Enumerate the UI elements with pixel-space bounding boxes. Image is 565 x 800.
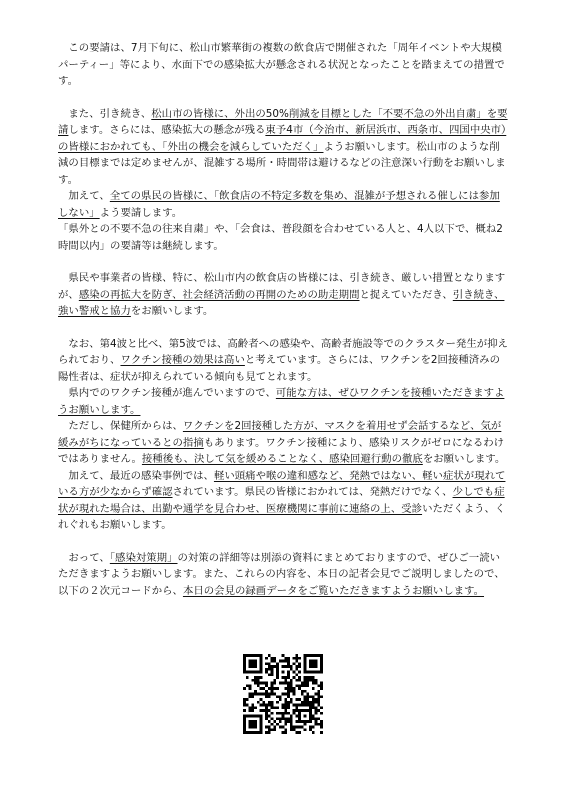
text-run: をお願いします。 [130,305,214,317]
body-paragraph [58,468,510,534]
body-paragraph [58,385,510,418]
paragraph-gap [58,90,510,106]
body-paragraph [58,40,510,90]
text-run: します。さらには、感染拡大の懸念が残る [68,124,266,136]
text-run: 「県外との不要不急の往来自粛」や、「会食は、普段顔を合わせている人と、4人以下で、概ね2時間以内」の要請等は継続します。 [58,223,503,252]
paragraph-gap [58,320,510,336]
text-run: と考えています。さらには、ワクチンを2回接種済みの陽性者は、症状が抑えられている傾向も見てとれます。 [58,354,501,383]
underlined-text: ワクチン接種の効果は高い [120,354,245,366]
qr-code-icon[interactable] [243,654,323,734]
body-paragraph [58,106,510,189]
underlined-text: 「感染対策期」 [109,551,178,564]
underlined-text: 本日の会見の録画データをご覧いただきますようお願いします。 [182,584,485,597]
text-run: なお、第4波と比べ、第5波では、高齢者への感染や、高齢者施設等でのクラスター発生が抑えられており、 [58,337,508,366]
body-paragraph [58,270,510,320]
underlined-text: 引き続き、強い警戒と協力 [58,288,505,317]
underlined-text: 軽い頭痛や喉の違和感など、発熱ではない、軽い症状が現れている方が少なからず確認 [58,469,506,498]
underlined-text: 松山市の皆様に、外出の50%削減を目標とした「不要不急の外出自粛」を要請 [58,107,508,136]
paragraph-gap [58,534,510,550]
text-run: いただくよう、くれぐれもお願いします。 [58,502,506,531]
text-run: されています。県民の皆様におかれては、発熱だけでなく、 [172,486,453,498]
underlined-text: 少しでも症状が現れた場合は、出勤や通学を見合わせ、医療機関に事前に連絡の上、受診 [58,486,505,515]
underlined-text: 接種後も、決して気を緩めることなく、感染回避行動の徹底 [141,453,423,465]
text-run: 加えて、 [68,190,110,202]
document-body [58,40,510,599]
body-paragraph [58,221,510,254]
text-run: この要請は、7月下旬に、松山市繁華街の複数の飲食店で開催された「周年イベントや大規模パーティー」等により、水面下での感染拡大が懸念される状況となったことを踏まえての措置です。 [58,42,505,87]
body-paragraph [58,188,510,221]
text-run: と捉えていただき、 [359,288,453,301]
underlined-text: 東予4市（今治市、新居浜市、西条市、四国中央市）の皆様におかれても、「外出の機会を減らしていただく」 [58,124,507,153]
text-run: ただし、保健所からは、 [68,420,183,432]
underlined-text: 全ての県民の皆様に、「飲食店の不特定多数を集め、混雑が予想される催しには参加しない」 [58,190,500,219]
text-run: の対策の詳細等は別添の資料にまとめておりますので、ぜひご一読いただきますようお願いします。また、これらの内容を、本日の記者会見でご説明しましたので、以下の２次元コードから、 [58,551,505,597]
text-run: 加えて、最近の感染事例では、 [68,469,214,482]
underlined-text: 可能な方は、ぜひワクチンを接種いただきますようお願いします。 [58,387,505,416]
body-paragraph [58,550,510,600]
text-run: 県内でのワクチン接種が進んでいますので、 [68,387,276,399]
text-run: よう要請します。 [99,206,183,219]
underlined-text: 感染の再拡大を防ぎ、社会経済活動の再開のための助走期間 [78,288,360,301]
body-paragraph [58,418,510,468]
body-paragraph [58,336,510,386]
underlined-text: ワクチンを2回接種した方が、マスクを着用せず会話するなど、気が緩みがちになっているとの指摘 [58,420,502,449]
text-run: おって、 [68,551,110,564]
text-run: 県民や事業者の皆様、特に、松山市内の飲食店の皆様には、引き続き、厳しい措置となりますが、 [58,272,506,301]
text-run: ようお願いします。松山市のような削減の目標までは定めませんが、混雑する場所・時間帯は避けるなどの注意深い行動をお願いします。 [58,140,506,186]
paragraph-gap [58,254,510,270]
text-run: また、引き続き、 [68,107,152,120]
text-run: をお願いします。 [422,453,506,465]
text-run: もあります。ワクチン接種により、感染リスクがゼロになるわけではありません。 [58,436,505,465]
